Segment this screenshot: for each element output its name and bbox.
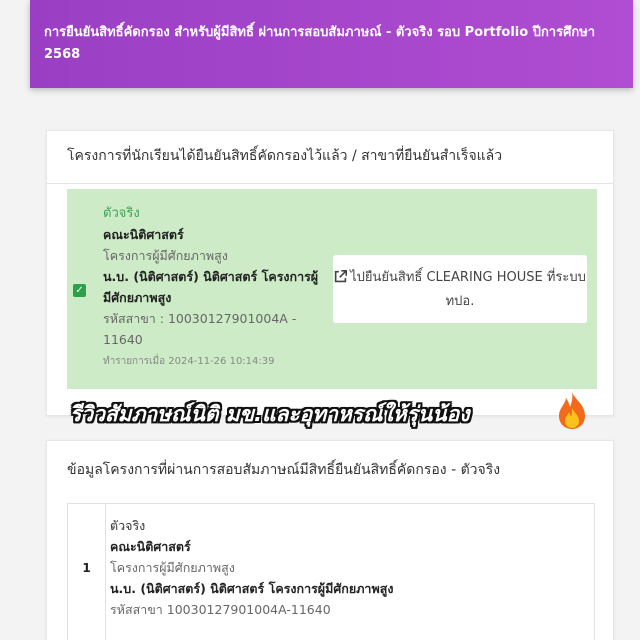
divider [47, 183, 613, 184]
overlay-caption: รีวิวสัมภาษณ์นิติ มข.และอุทาหรณ์ให้รุ่นน้อง [70, 402, 470, 426]
faculty-name: คณะนิติศาสตร์ [103, 227, 184, 242]
confirmed-card-title: โครงการที่นักเรียนได้ยืนยันสิทธิ์คัดกรองไว้แล้ว / สาขาที่ยืนยันสำเร็จแล้ว [67, 148, 503, 164]
clearing-house-button-label: ไปยืนยันสิทธิ์ CLEARING HOUSE ที่ระบบ ทปอ. [350, 270, 586, 309]
project-name: โครงการผู้มีศักยภาพสูง [103, 248, 228, 263]
program-name: น.บ. (นิติศาสตร์) นิติศาสตร์ โครงการผู้มีศักยภาพสูง [103, 269, 319, 305]
faculty-name: คณะนิติศาสตร์ [110, 539, 191, 554]
confirm-timestamp: ทำรายการเมื่อ 2024-11-26 10:14:39 [103, 356, 275, 367]
branch-code: รหัสสาขา 10030127901004A-11640 [110, 602, 331, 617]
fire-emoji-icon [555, 390, 589, 430]
check-icon: ✓ [73, 284, 86, 297]
project-name: โครงการผู้มีศักยภาพสูง [110, 560, 235, 575]
passed-card-title: ข้อมูลโครงการที่ผ่านการสอบสัมภาษณ์มีสิทธิ์ยืนยันสิทธิ์คัดกรอง - ตัวจริง [67, 462, 501, 478]
clearing-house-button[interactable] [333, 255, 587, 323]
external-link-icon [334, 269, 347, 291]
passed-programs-card [46, 440, 614, 640]
row-program-info [110, 515, 580, 620]
confirmed-program-row [67, 189, 597, 389]
confirmed-program-info [103, 203, 323, 370]
page-header [30, 0, 633, 88]
branch-code: รหัสสาขา : 10030127901004A - 11640 [103, 311, 297, 347]
status-label: ตัวจริง [103, 206, 140, 221]
page-title: การยืนยันสิทธิ์คัดกรอง สำหรับผู้มีสิทธิ์ ผ่านการสอบสัมภาษณ์ - ตัวจริง รอบ Portfolio ปีการศึกษา 2568 [44, 25, 596, 62]
program-name: น.บ. (นิติศาสตร์) นิติศาสตร์ โครงการผู้มีศักยภาพสูง [110, 581, 394, 596]
status-label: ตัวจริง [110, 518, 146, 533]
confirmed-card [46, 130, 614, 416]
table-row [67, 503, 595, 640]
row-number: 1 [68, 504, 106, 640]
